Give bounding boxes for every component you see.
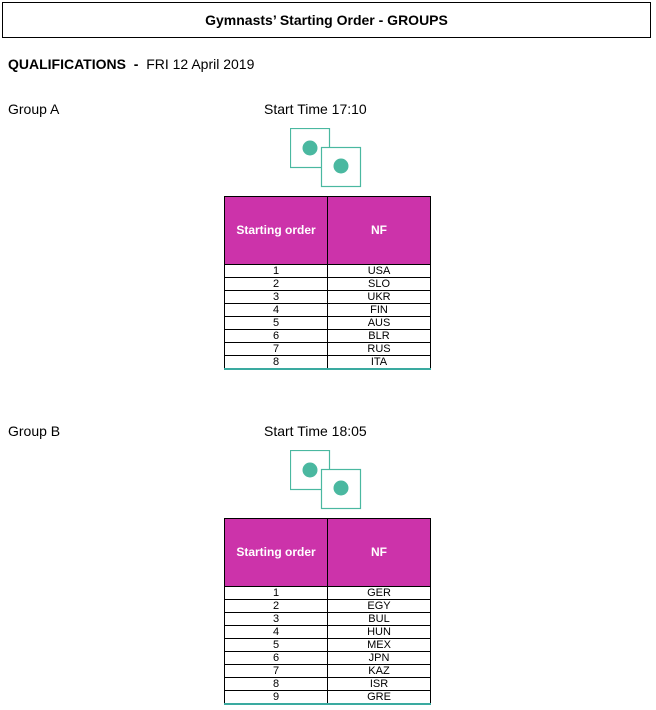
table-row xyxy=(225,613,431,626)
nf-cell: SLO xyxy=(328,278,431,291)
nf-cell: RUS xyxy=(328,343,431,356)
table-row xyxy=(225,304,431,317)
nf-cell: HUN xyxy=(328,626,431,639)
nf-cell: AUS xyxy=(328,317,431,330)
group-b-table xyxy=(224,518,431,705)
group-b-start-time: Start Time 18:05 xyxy=(264,423,367,439)
starting-order-cell: 1 xyxy=(225,587,328,600)
table-row xyxy=(225,291,431,304)
table-row xyxy=(225,678,431,691)
nf-cell: GRE xyxy=(328,691,431,705)
rhythmic-apparatus-icon xyxy=(290,450,362,510)
nf-cell: BLR xyxy=(328,330,431,343)
nf-cell: MEX xyxy=(328,639,431,652)
starting-order-cell: 2 xyxy=(225,278,328,291)
starting-order-cell: 8 xyxy=(225,356,328,370)
table-row xyxy=(225,278,431,291)
col-starting-order: Starting order xyxy=(225,197,328,265)
col-starting-order: Starting order xyxy=(225,519,328,587)
starting-order-cell: 8 xyxy=(225,678,328,691)
starting-order-cell: 3 xyxy=(225,291,328,304)
starting-order-cell: 3 xyxy=(225,613,328,626)
starting-order-cell: 7 xyxy=(225,343,328,356)
table-row xyxy=(225,330,431,343)
starting-order-cell: 4 xyxy=(225,304,328,317)
session-label: QUALIFICATIONS xyxy=(8,56,126,72)
session-line xyxy=(8,56,254,72)
group-b-label: Group B xyxy=(8,423,61,439)
table-row xyxy=(225,343,431,356)
nf-cell: UKR xyxy=(328,291,431,304)
page-title: Gymnasts’ Starting Order - GROUPS xyxy=(2,2,651,38)
starting-order-cell: 9 xyxy=(225,691,328,705)
col-nf: NF xyxy=(328,519,431,587)
session-separator: - xyxy=(125,56,147,72)
table-row xyxy=(225,652,431,665)
group-a-table xyxy=(224,196,431,370)
table-row xyxy=(225,691,431,705)
nf-cell: KAZ xyxy=(328,665,431,678)
nf-cell: GER xyxy=(328,587,431,600)
starting-order-cell: 6 xyxy=(225,330,328,343)
table-row xyxy=(225,600,431,613)
table-row xyxy=(225,665,431,678)
group-a-start-time: Start Time 17:10 xyxy=(264,101,367,117)
starting-order-cell: 7 xyxy=(225,665,328,678)
nf-cell: EGY xyxy=(328,600,431,613)
starting-order-cell: 2 xyxy=(225,600,328,613)
table-row xyxy=(225,265,431,278)
nf-cell: FIN xyxy=(328,304,431,317)
table-row xyxy=(225,317,431,330)
nf-cell: USA xyxy=(328,265,431,278)
rhythmic-apparatus-icon xyxy=(290,128,362,188)
nf-cell: ISR xyxy=(328,678,431,691)
nf-cell: BUL xyxy=(328,613,431,626)
starting-order-cell: 6 xyxy=(225,652,328,665)
starting-order-cell: 4 xyxy=(225,626,328,639)
table-row xyxy=(225,626,431,639)
group-a-label: Group A xyxy=(8,101,60,117)
table-row xyxy=(225,356,431,370)
nf-cell: JPN xyxy=(328,652,431,665)
table-row xyxy=(225,587,431,600)
nf-cell: ITA xyxy=(328,356,431,370)
table-row xyxy=(225,639,431,652)
session-date: FRI 12 April 2019 xyxy=(146,56,255,72)
starting-order-cell: 1 xyxy=(225,265,328,278)
starting-order-cell: 5 xyxy=(225,317,328,330)
starting-order-cell: 5 xyxy=(225,639,328,652)
col-nf: NF xyxy=(328,197,431,265)
